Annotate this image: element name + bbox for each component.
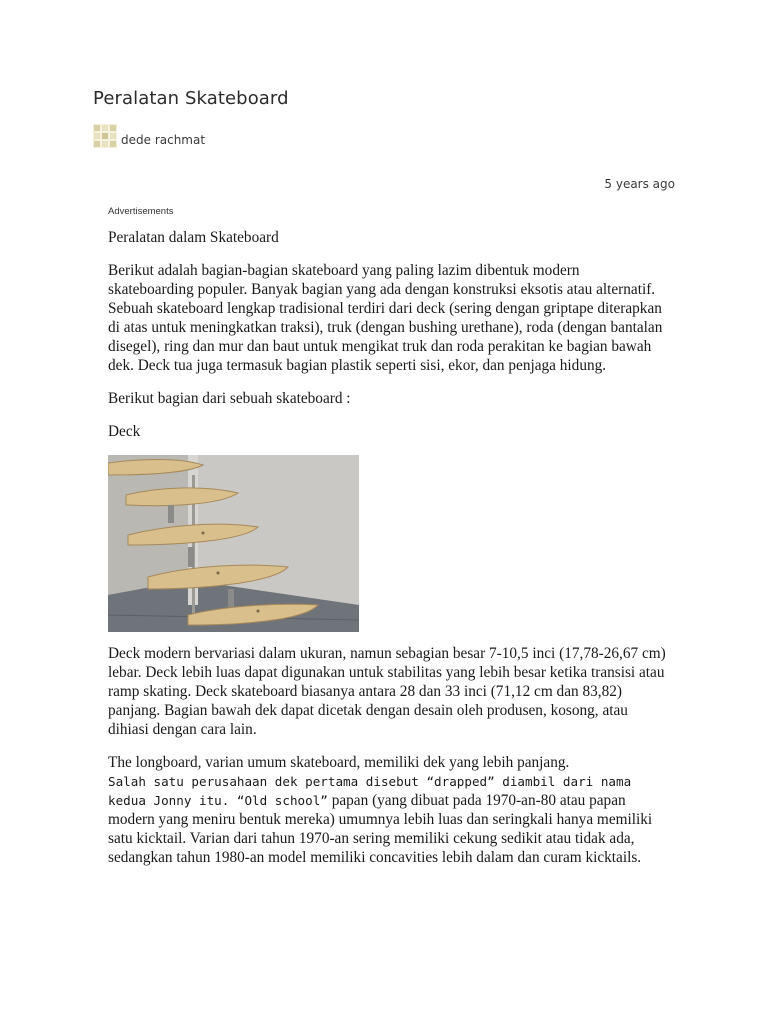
post-timestamp: 5 years ago	[604, 177, 675, 191]
longboard-mono-text: Salah satu perusahaan dek pertama disebut “drapped” diambil dari nama kedua Jonny itu. “Old school”	[108, 774, 632, 808]
author-row[interactable]	[93, 124, 205, 148]
deck-stairs-photo	[108, 455, 359, 632]
longboard-line: The longboard, varian umum skateboard, memiliki dek yang lebih panjang.	[108, 754, 570, 771]
parts-intro: Berikut bagian dari sebuah skateboard :	[108, 390, 351, 407]
page-title: Peralatan Skateboard	[93, 88, 289, 109]
article-body	[108, 228, 668, 881]
author-name[interactable]: dede rachmat	[121, 133, 206, 147]
ads-label: Advertisements	[108, 206, 174, 217]
longboard-rest-text: papan (yang dibuat pada 1970-an-80 atau papan modern yang meniru bentuk mereka) umumnya lebih luas dan seringkali hanya memiliki satu kicktail. Varian dari tahun 1970-an sering memiliki cekung sedikit atau tidak ada, sedangkan tahun 1980-an model memiliki concavities lebih dalam dan curam kicktails.	[108, 792, 653, 866]
deck-paragraph: Deck modern bervariasi dalam ukuran, namun sebagian besar 7-10,5 inci (17,78-26,67 cm) lebar. Deck lebih luas dapat digunakan untuk stabilitas yang lebih besar ketika transisi atau ramp skating. Deck skateboard biasanya antara 28 dan 33 inci (71,12 cm dan 83,82) panjang. Bagian bawah dek dapat dicetak dengan desain oleh produsen, kosong, atau dihiasi dengan cara lain.	[108, 645, 666, 738]
section-heading: Peralatan dalam Skateboard	[108, 229, 279, 246]
deck-label: Deck	[108, 423, 141, 440]
intro-paragraph: Berikut adalah bagian-bagian skateboard yang paling lazim dibentuk modern skateboarding populer. Banyak bagian yang ada dengan konstruksi eksotis atau alternatif. Sebuah skateboard lengkap tradisional terdiri dari deck (sering dengan griptape diterapkan di atas untuk meningkatkan traksi), truk (dengan bushing urethane), roda (dengan bantalan disegel), ring dan mur dan baut untuk mengikat truk dan roda perakitan ke bagian bawah dek. Deck tua juga termasuk bagian plastik seperti sisi, ekor, dan penjaga hidung.	[108, 262, 663, 374]
longboard-paragraph	[108, 753, 668, 867]
avatar-icon	[93, 124, 117, 148]
